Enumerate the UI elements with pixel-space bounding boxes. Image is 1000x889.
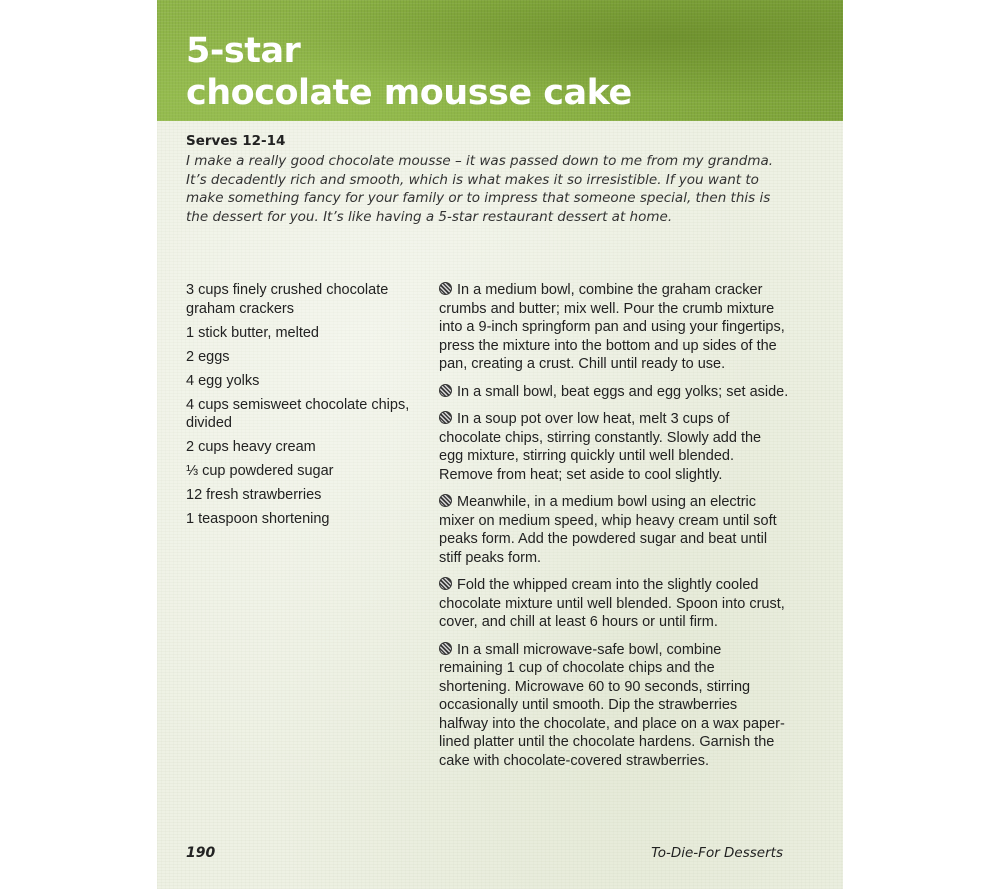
instruction-step bbox=[439, 410, 789, 484]
instruction-text: In a soup pot over low heat, melt 3 cups of chocolate chips, stirring constantly. Slowly add the egg mixture, stirring quickly until well blended. Remove from heat; set aside to cool slightly. bbox=[439, 411, 762, 483]
instruction-step bbox=[439, 576, 789, 632]
ingredient-item: 2 eggs bbox=[186, 348, 230, 365]
recipe-title bbox=[186, 30, 632, 114]
instruction-text: Fold the whipped cream into the slightly cooled chocolate mixture until well blended. Spoon into crust, cover, and chill at least 6 hours or until firm. bbox=[439, 577, 785, 630]
instruction-step bbox=[439, 493, 789, 567]
ingredient-item: ⅓ cup powdered sugar bbox=[186, 463, 334, 479]
instruction-step bbox=[439, 281, 789, 374]
recipe-title-line-1: 5-star bbox=[186, 31, 301, 71]
step-bullet-icon bbox=[439, 384, 452, 397]
step-bullet-icon bbox=[439, 282, 452, 295]
instruction-step bbox=[439, 641, 789, 771]
ingredient-item: 1 stick butter, melted bbox=[186, 324, 319, 341]
page-number: 190 bbox=[186, 845, 216, 861]
instruction-text: In a medium bowl, combine the graham cracker crumbs and butter; mix well. Pour the crumb mixture into a 9-inch springform pan and using your fingertips, press the mixture into the bottom and up sides of the pan, creating a crust. Chill until ready to use. bbox=[439, 282, 785, 372]
ingredient-item: 4 cups semisweet chocolate chips, divided bbox=[186, 396, 410, 431]
instruction-text: In a small bowl, beat eggs and egg yolks; set aside. bbox=[457, 383, 789, 400]
step-bullet-icon bbox=[439, 411, 452, 424]
instruction-list bbox=[439, 281, 789, 779]
ingredient-item: 1 teaspoon shortening bbox=[186, 511, 330, 527]
ingredient-list bbox=[186, 281, 416, 534]
title-banner bbox=[157, 0, 843, 121]
ingredient-item: 4 egg yolks bbox=[186, 372, 260, 389]
instruction-step bbox=[439, 383, 789, 402]
step-bullet-icon bbox=[439, 642, 452, 655]
step-bullet-icon bbox=[439, 577, 452, 590]
instruction-text: In a small microwave-safe bowl, combine remaining 1 cup of chocolate chips and the shortening. Microwave 60 to 90 seconds, stirring occasionally until smooth. Dip the strawberries halfway into the chocolate, and place on a wax paper-lined platter until the chocolate hardens. Garnish the cake with chocolate-covered strawberries. bbox=[439, 641, 785, 769]
recipe-title-line-2: chocolate mousse cake bbox=[186, 73, 632, 113]
instruction-text: Meanwhile, in a medium bowl using an electric mixer on medium speed, whip heavy cream until soft peaks form. Add the powdered sugar and beat until stiff peaks form. bbox=[439, 494, 777, 566]
ingredient-item: 2 cups heavy cream bbox=[186, 439, 316, 455]
recipe-intro: I make a really good chocolate mousse – it was passed down to me from my grandma. It’s decadently rich and smooth, which is what makes it so irresistible. If you want to make something fancy for your family or to impress that someone special, then this is the dessert for you. It’s like having a 5-star restaurant dessert at home. bbox=[186, 153, 774, 225]
serves-label: Serves 12-14 bbox=[186, 133, 286, 149]
ingredient-item: 3 cups finely crushed chocolate graham crackers bbox=[186, 282, 389, 317]
section-title: To-Die-For Desserts bbox=[651, 845, 783, 861]
step-bullet-icon bbox=[439, 494, 452, 507]
recipe-page bbox=[157, 0, 843, 889]
ingredient-item: 12 fresh strawberries bbox=[186, 487, 322, 503]
